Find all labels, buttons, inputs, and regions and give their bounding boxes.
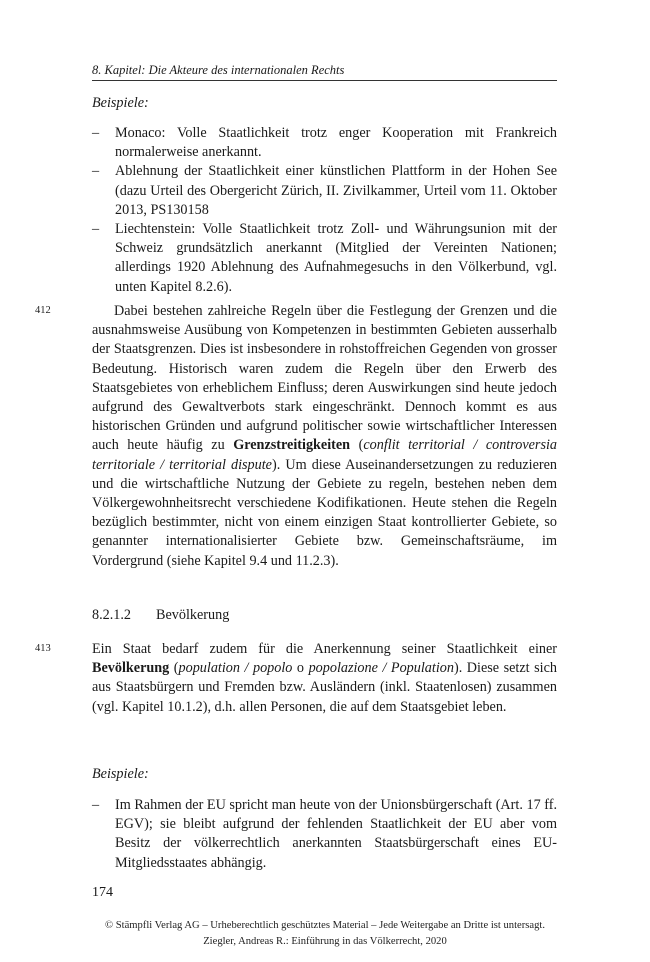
dash-bullet: – bbox=[92, 125, 100, 141]
paragraph-text: Ein Staat bedarf zudem für die Anerkennung seiner Staatlichkeit einer bbox=[92, 641, 557, 657]
italic-term: population / popolo bbox=[178, 660, 293, 677]
margin-number: 412 bbox=[35, 305, 51, 316]
section-heading bbox=[92, 607, 229, 624]
bold-term: Bevölkerung bbox=[92, 660, 170, 677]
bold-term: Grenzstreitigkeiten bbox=[233, 437, 351, 454]
italic-term: popolazione / Population bbox=[308, 660, 454, 677]
examples-list bbox=[92, 796, 557, 873]
dash-bullet: – bbox=[92, 797, 100, 813]
list-item-text: Monaco: Volle Staatlichkeit trotz enger Kooperation mit Frankreich normalerweise anerkannt. bbox=[115, 125, 557, 161]
list-item-text: Ablehnung der Staatlichkeit einer künstlichen Plattform in der Hohen See (dazu Urteil des Obergericht Zürich, II. Zivilkammer, Urteil vom 11. Oktober 2013, PS130158 bbox=[115, 163, 557, 218]
margin-number: 413 bbox=[35, 643, 51, 654]
list-item bbox=[92, 220, 557, 297]
section-number: 8.2.1.2 bbox=[92, 607, 132, 623]
list-item bbox=[92, 162, 557, 220]
page-number: 174 bbox=[92, 885, 113, 900]
paragraph-text: ( bbox=[169, 660, 179, 677]
citation-footer: Ziegler, Andreas R.: Einführung in das Völkerrecht, 2020 bbox=[203, 936, 447, 947]
paragraph-text: ). Diese setzt sich aus Staatsbürgern und Fremden bzw. Ausländern (inkl. Staatenlosen) zusammen (vgl. Kapitel 10.1.2), d.h. allen Personen, die auf dem Staatsgebiet leben. bbox=[92, 660, 557, 715]
list-item bbox=[92, 124, 557, 162]
paragraph-413 bbox=[92, 640, 557, 717]
examples-list bbox=[92, 124, 557, 297]
section-title: Bevölkerung bbox=[156, 607, 230, 623]
paragraph-text: ). Um diese Auseinandersetzungen zu reduzieren und die wirtschaftliche Nutzung der Gebiete zu regeln, bestehen neben dem Völkergewohnheitsrecht verschiedene Kodifikationen. Heute stehen die Regeln bezüglich bestimmter, nicht von einem einzigen Staat kontrollierter Gebiete, so genannter internationalisierter Gebiete bzw. Gemeinschaftsräume, im Vordergrund (siehe Kapitel 9.4 und 11.2.3). bbox=[92, 456, 557, 569]
running-head: 8. Kapitel: Die Akteure des internationalen Rechts bbox=[92, 63, 557, 81]
list-item-text: Im Rahmen der EU spricht man heute von der Unionsbürgerschaft (Art. 17 ff. EGV); sie bleibt aufgrund der fehlenden Staatlichkeit der EU aber vom Besitz der völkerrechtlich anerkannten Staatsbürgerschaft eines EU-Mitgliedsstaates abhängig. bbox=[115, 797, 557, 871]
dash-bullet: – bbox=[92, 221, 100, 238]
italic-terms: conflit territorial / controversia territoriale / territorial dispute bbox=[92, 437, 557, 473]
examples-label: Beispiele: bbox=[92, 95, 149, 111]
copyright-footer: © Stämpfli Verlag AG – Urheberechtlich geschütztes Material – Jede Weitergabe an Dritte ist untersagt. bbox=[105, 920, 545, 931]
paragraph-412 bbox=[92, 302, 557, 571]
paragraph-text: o bbox=[292, 660, 309, 677]
list-item-text: Liechtenstein: Volle Staatlichkeit trotz Zoll- und Währungsunion mit der Schweiz grundsätzlich anerkannt (Mitglied der Vereinten Nationen; allerdings 1920 Ablehnung des Aufnahmegesuchs in den Völkerbund, vgl. unten Kapitel 8.2.6). bbox=[115, 221, 557, 295]
dash-bullet: – bbox=[92, 163, 100, 180]
paragraph-text: ( bbox=[350, 437, 364, 454]
paragraph-text: Dabei bestehen zahlreiche Regeln über die Festlegung der Grenzen und die ausnahmsweise Ausübung von Kompetenzen in bestimmten Gebieten ausserhalb der Staatsgrenzen. Dies ist insbesondere in rohstoffreichen Gegenden von grosser Bedeutung. Historisch waren zudem die Regeln über den Erwerb des Staatsgebietes von erheblichem Einfluss; deren Auswirkungen sind heute jedoch aufgrund des Gewaltverbots stark eingeschränkt. Dennoch kommt es aus historischen Gründen und aufgrund politischer sowie wirtschaftlicher Interessen auch heute häufig zu bbox=[92, 303, 557, 454]
list-item bbox=[92, 796, 557, 873]
examples-label: Beispiele: bbox=[92, 766, 149, 782]
